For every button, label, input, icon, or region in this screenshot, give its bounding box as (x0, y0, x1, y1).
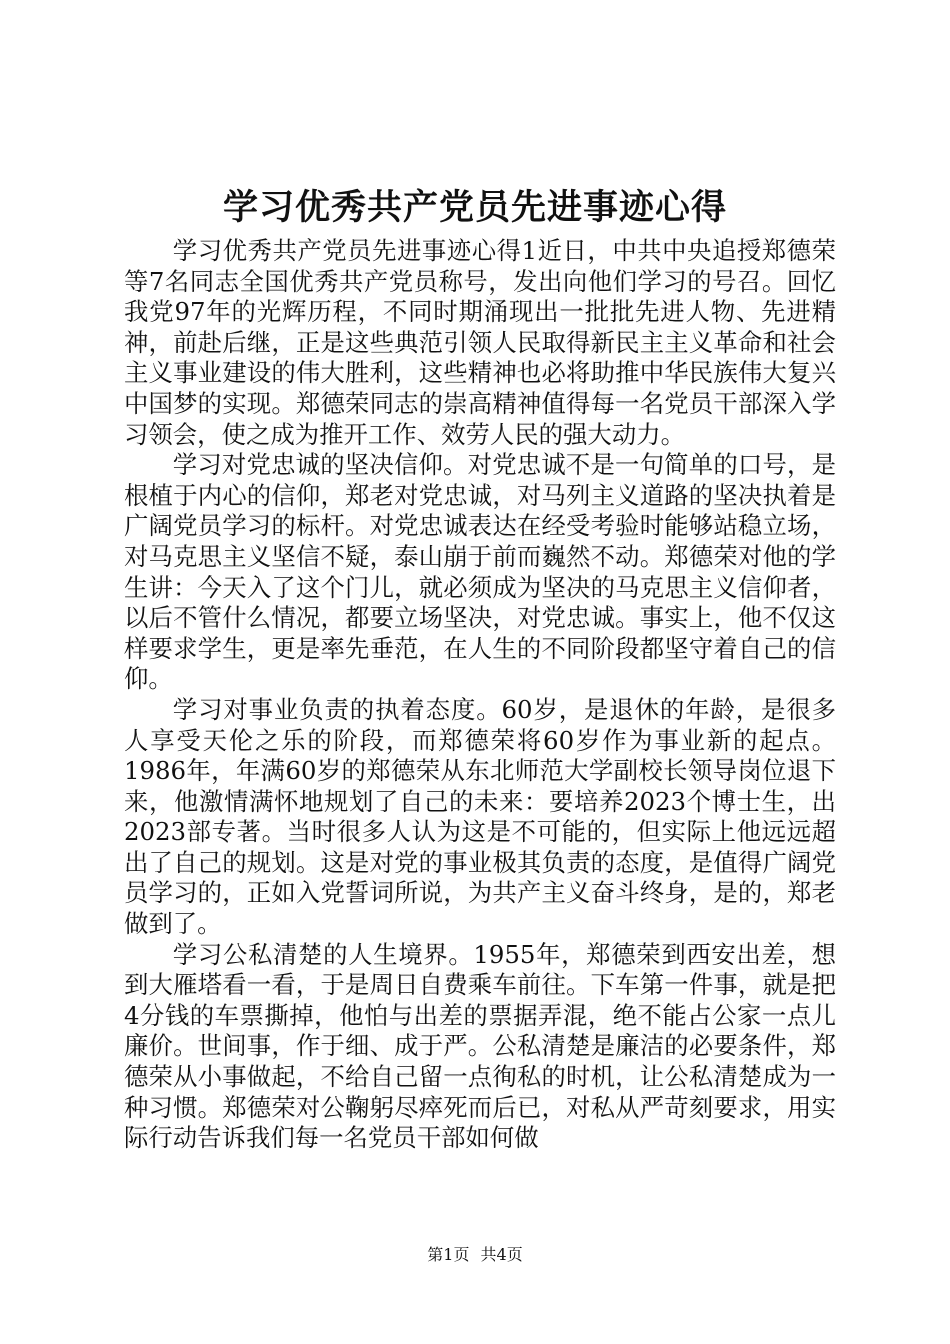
paragraph-responsibility: 学习对事业负责的执着态度。60岁，是退休的年龄，是很多人享受天伦之乐的阶段，而郑德荣将60岁作为事业新的起点。1986年，年满60岁的郑德荣从东北师范大学副校长领导岗位退下来，他激情满怀地规划了自己的未来：要培养2023个博士生，出2023部专著。当时很多人认为这是不可能的，但实际上他远远超出了自己的规划。这是对党的事业极其负责的态度，是值得广阔党员学习的，正如入党誓词所说，为共产主义奋斗终身，是的，郑老做到了。 (124, 694, 836, 939)
page-footer (0, 1244, 950, 1266)
page-title: 学习优秀共产党员先进事迹心得 (222, 187, 727, 228)
paragraph-loyalty: 学习对党忠诚的坚决信仰。对党忠诚不是一句简单的口号，是根植于内心的信仰，郑老对党忠诚，对马列主义道路的坚决执着是广阔党员学习的标杆。对党忠诚表达在经受考验时能够站稳立场，对马克思主义坚信不疑，泰山崩于前而巍然不动。郑德荣对他的学生讲：今天入了这个门儿，就必须成为坚决的马克思主义信仰者，以后不管什么情况，都要立场坚决，对党忠诚。事实上，他不仅这样要求学生，更是率先垂范，在人生的不同阶段都坚守着自己的信仰。 (124, 450, 836, 694)
paragraph-integrity: 学习公私清楚的人生境界。1955年，郑德荣到西安出差，想到大雁塔看一看，于是周日自费乘车前往。下车第一件事，就是把4分钱的车票撕掉，他怕与出差的票据弄混，绝不能占公家一点儿廉价。世间事，作于细、成于严。公私清楚是廉洁的必要条件，郑德荣从小事做起，不给自己留一点徇私的时机，让公私清楚成为一种习惯。郑德荣对公鞠躬尽瘁死而后已，对私从严苛刻要求，用实际行动告诉我们每一名党员干部如何做 (124, 939, 836, 1153)
page-number: 第1页 (427, 1245, 470, 1264)
page-total: 共4页 (480, 1245, 523, 1264)
paragraph-intro: 学习优秀共产党员先进事迹心得1近日，中共中央追授郑德荣等7名同志全国优秀共产党员称号，发出向他们学习的号召。回忆我党97年的光辉历程，不同时期涌现出一批批先进人物、先进精神，前赴后继，正是这些典范引领人民取得新民主主义革命和社会主义事业建设的伟大胜利，这些精神也必将助推中华民族伟大复兴中国梦的实现。郑德荣同志的崇高精神值得每一名党员干部深入学习领会，使之成为推开工作、效劳人民的强大动力。 (124, 236, 836, 449)
document-body (124, 236, 836, 1154)
